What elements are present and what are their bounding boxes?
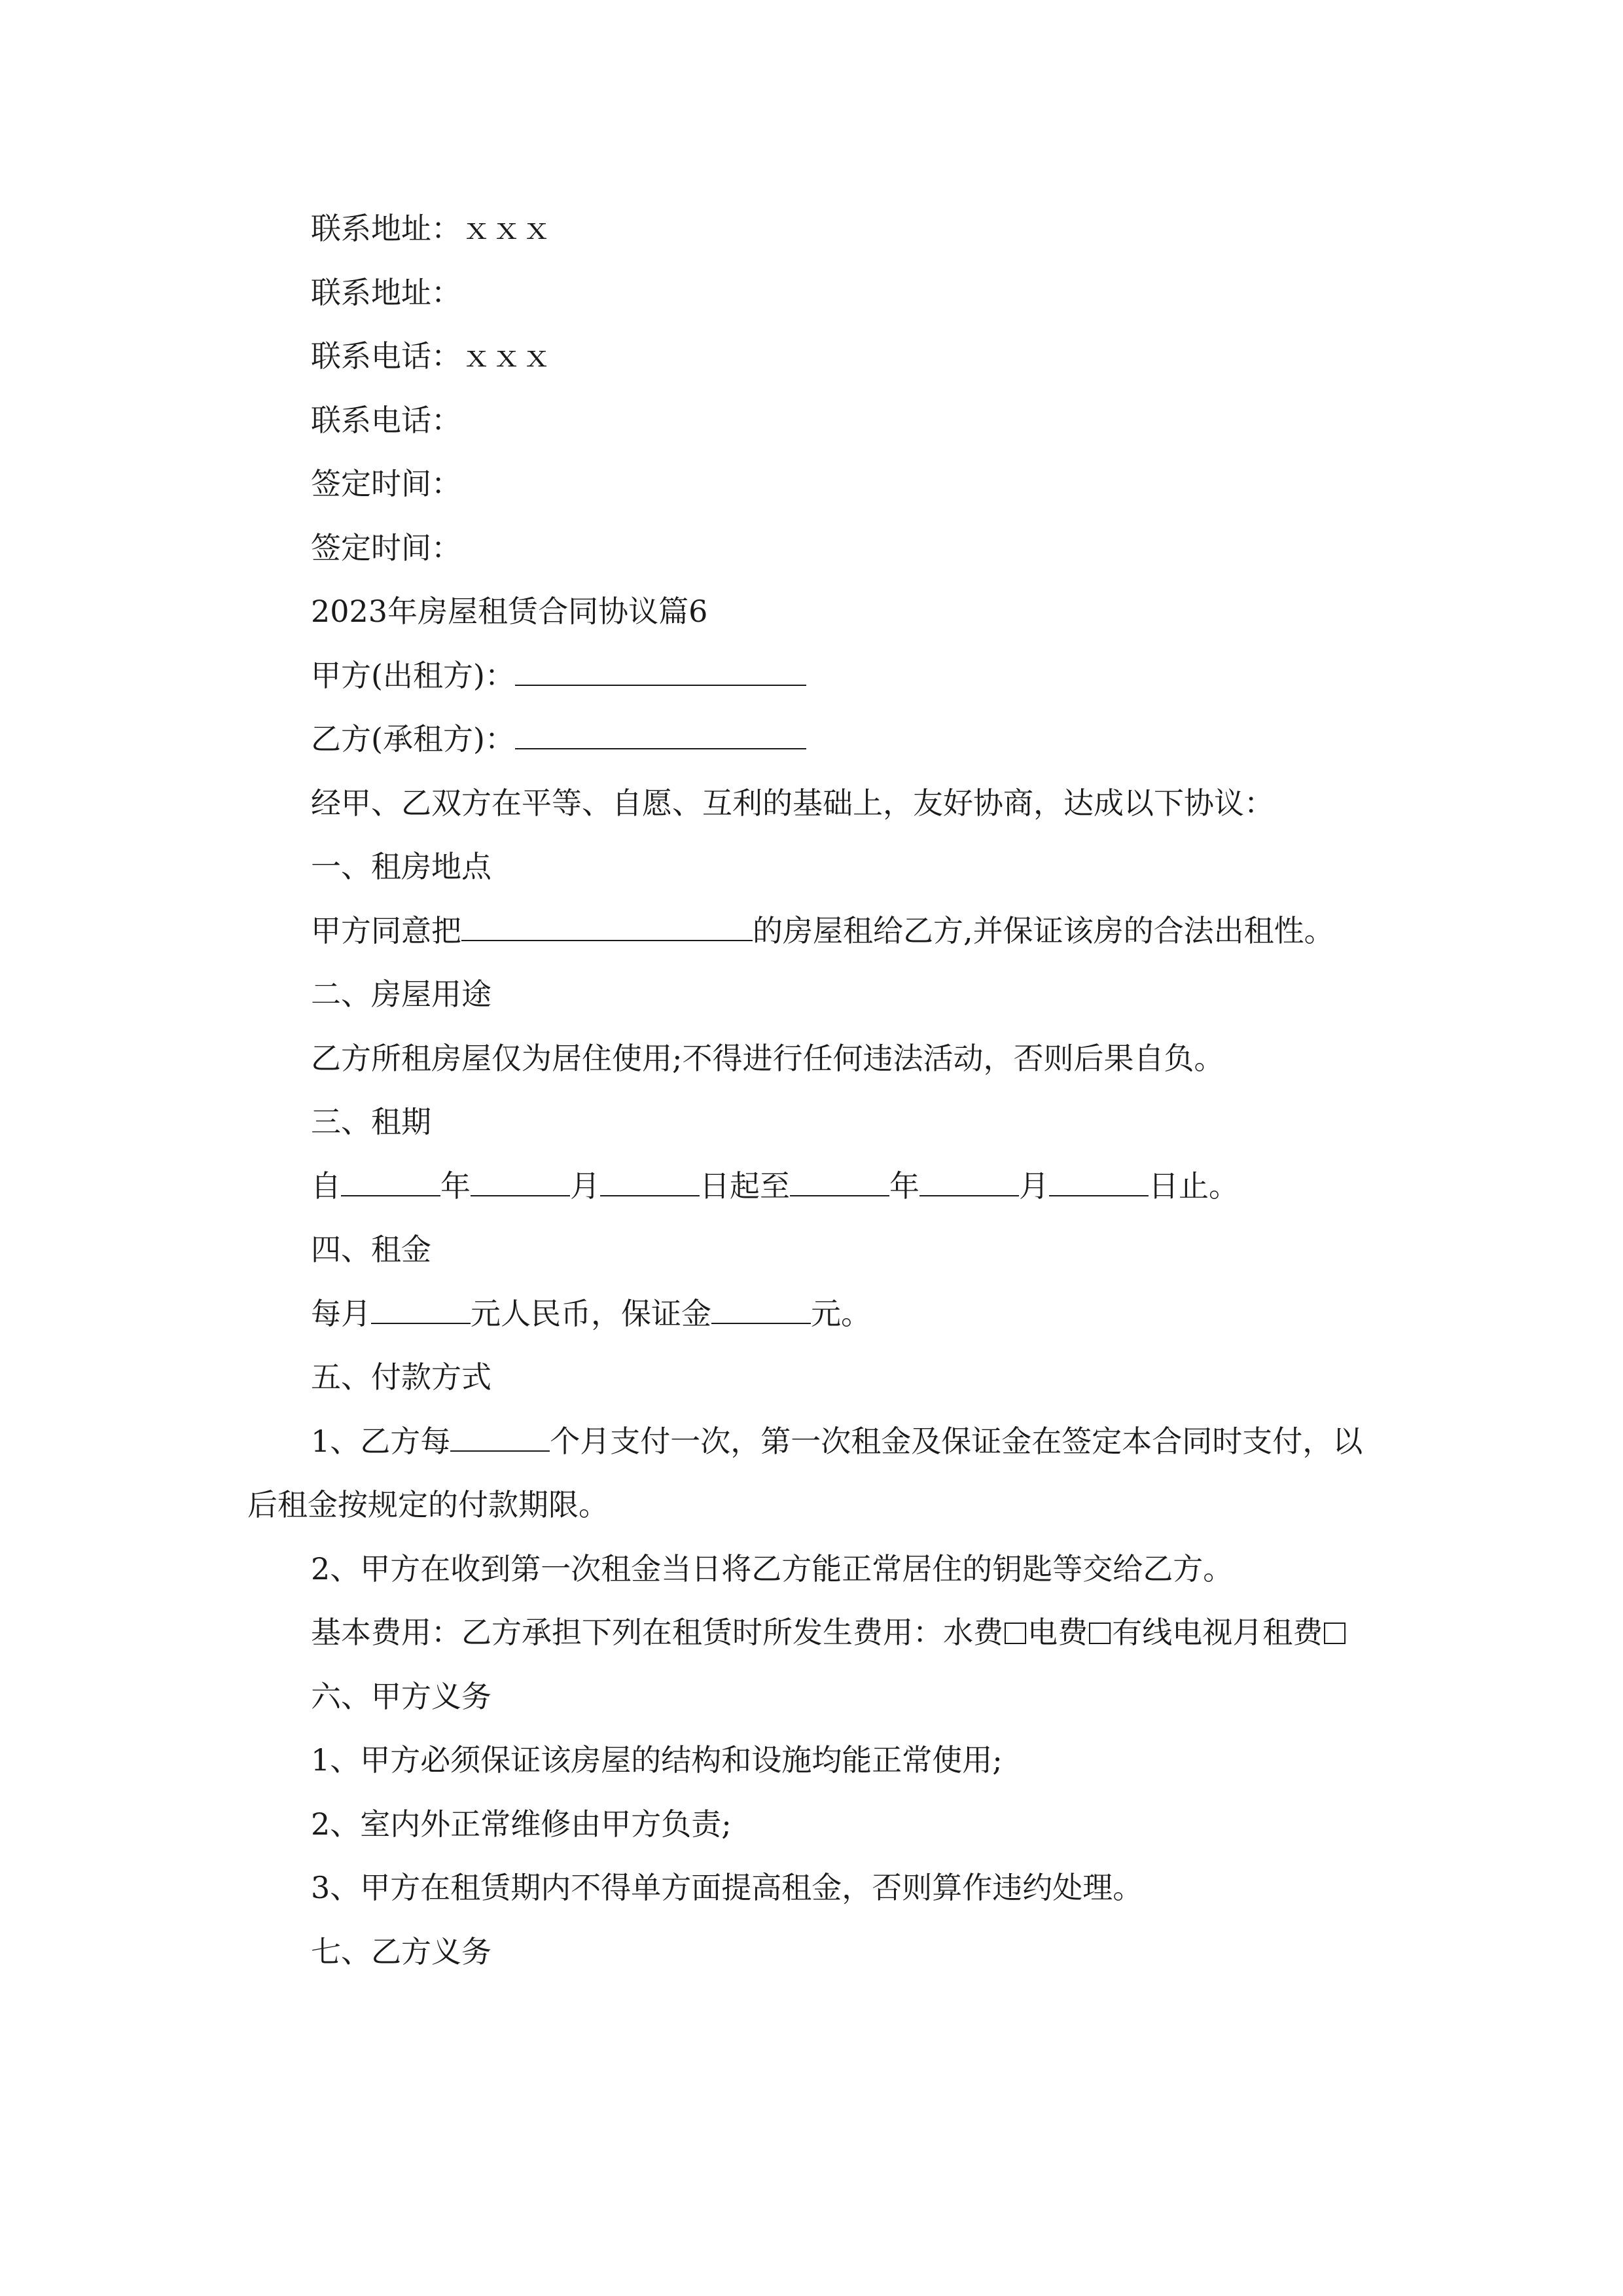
contact-address-line-1: 联系地址：ｘｘｘ xyxy=(311,211,552,246)
section-1-text xyxy=(247,899,1389,963)
monthly-rent-blank xyxy=(371,1294,471,1324)
cable-tv-fee-checkbox[interactable] xyxy=(1324,1623,1346,1644)
basic-fees-text: 基本费用：乙方承担下列在租赁时所发生费用：水费 xyxy=(311,1615,1003,1650)
section-6-heading: 六、甲方义务 xyxy=(311,1678,491,1714)
party-a-line xyxy=(247,644,1389,708)
party-b-label: 乙方(承租方)： xyxy=(311,721,515,757)
water-fee-checkbox[interactable] xyxy=(1005,1623,1026,1644)
document-body xyxy=(247,197,1389,1984)
party-b-blank xyxy=(515,719,806,749)
payment-clause-1-post: 个月支付一次，第一次租金及保证金在签定本合同时支付，以后租金按规定的付款期限。 xyxy=(247,1423,1363,1522)
lease-term-text: 年 xyxy=(889,1168,919,1204)
section-3-heading: 三、租期 xyxy=(311,1104,431,1139)
section-5-heading: 五、付款方式 xyxy=(311,1359,491,1395)
payment-clause-2: 2、甲方在收到第一次租金当日将乙方能正常居住的钥匙等交给乙方。 xyxy=(311,1551,1234,1587)
contact-phone-line-2: 联系电话： xyxy=(311,402,461,438)
landlord-duty-2: 2、室内外正常维修由甲方负责; xyxy=(311,1806,732,1842)
section-4-heading: 四、租金 xyxy=(311,1232,431,1267)
document-title: 2023年房屋租赁合同协议篇6 xyxy=(311,594,708,629)
section-1-heading: 一、租房地点 xyxy=(311,849,491,884)
start-month-blank xyxy=(471,1166,570,1196)
rent-text: 元人民币，保证金 xyxy=(471,1295,711,1331)
electricity-fee-checkbox[interactable] xyxy=(1089,1623,1111,1644)
payment-interval-blank xyxy=(450,1422,550,1452)
property-location-blank xyxy=(461,911,753,941)
lease-term-text: 日止。 xyxy=(1149,1168,1239,1204)
basic-fees-paragraph xyxy=(247,1601,1389,1665)
lease-term-text: 日起至 xyxy=(700,1168,790,1204)
start-year-blank xyxy=(341,1166,440,1196)
rent-line xyxy=(247,1282,1389,1346)
section-2-text: 乙方所租房屋仅为居住使用;不得进行任何违法活动，否则后果自负。 xyxy=(311,1040,1224,1076)
contact-phone-line-1: 联系电话：ｘｘｘ xyxy=(311,338,552,374)
rent-text: 每月 xyxy=(311,1295,371,1331)
end-day-blank xyxy=(1049,1166,1149,1196)
end-year-blank xyxy=(790,1166,889,1196)
section-1-text-pre: 甲方同意把 xyxy=(311,912,461,948)
intro-paragraph: 经甲、乙双方在平等、自愿、互利的基础上，友好协商，达成以下协议： xyxy=(311,785,1274,821)
landlord-duty-1: 1、甲方必须保证该房屋的结构和设施均能正常使用; xyxy=(311,1742,1003,1778)
lease-term-text: 年 xyxy=(440,1168,471,1204)
basic-fees-text: 有线电视月租费 xyxy=(1112,1615,1323,1650)
rent-text: 元。 xyxy=(811,1295,871,1331)
lease-term-text: 月 xyxy=(570,1168,600,1204)
party-a-blank xyxy=(515,656,806,686)
landlord-duty-3: 3、甲方在租赁期内不得单方面提高租金，否则算作违约处理。 xyxy=(311,1870,1143,1905)
end-month-blank xyxy=(919,1166,1019,1196)
party-b-line xyxy=(247,708,1389,772)
lease-term-text: 月 xyxy=(1019,1168,1049,1204)
section-7-heading: 七、乙方义务 xyxy=(311,1933,491,1969)
lease-term-line xyxy=(247,1155,1389,1219)
lease-term-text: 自 xyxy=(311,1168,341,1204)
signing-date-line-1: 签定时间： xyxy=(311,466,461,501)
signing-date-line-2: 签定时间： xyxy=(311,529,461,565)
start-day-blank xyxy=(600,1166,700,1196)
section-1-text-post: 的房屋租给乙方,并保证该房的合法出租性。 xyxy=(753,912,1334,948)
section-2-heading: 二、房屋用途 xyxy=(311,977,491,1012)
party-a-label: 甲方(出租方)： xyxy=(311,657,515,693)
basic-fees-text: 电费 xyxy=(1027,1615,1088,1650)
contact-address-line-2: 联系地址： xyxy=(311,274,461,310)
payment-clause-1-pre: 1、乙方每 xyxy=(311,1423,451,1459)
deposit-blank xyxy=(711,1294,811,1324)
payment-clause-1 xyxy=(247,1410,1389,1537)
